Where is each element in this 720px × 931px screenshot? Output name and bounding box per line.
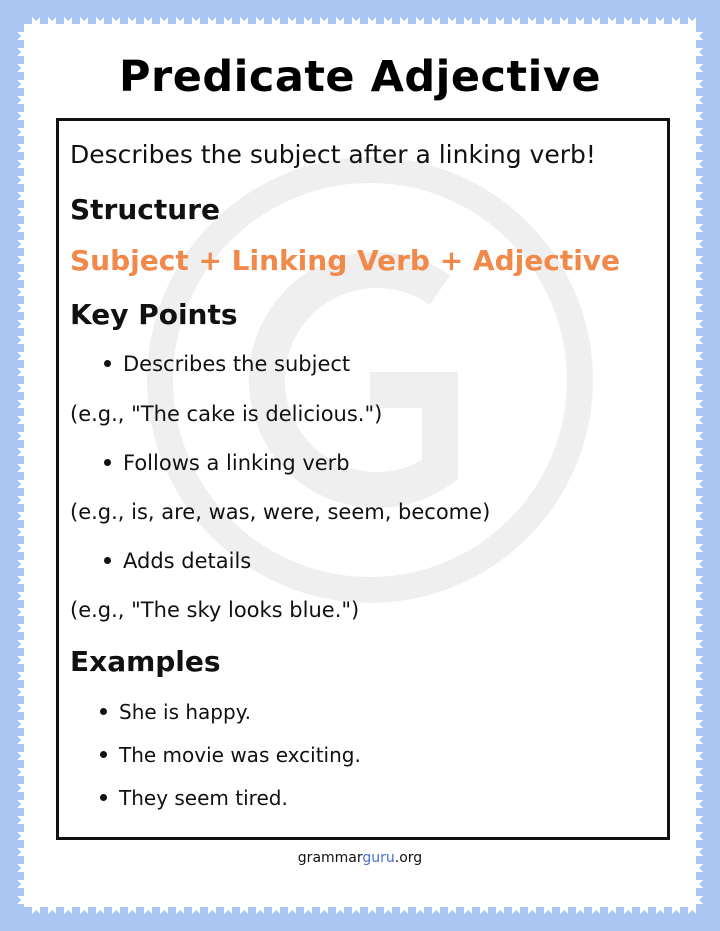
bullet-icon — [100, 794, 107, 801]
example-text: They seem tired. — [119, 786, 288, 810]
definition-text: Describes the subject after a linking verb! — [70, 140, 596, 169]
example-item — [100, 743, 361, 767]
footer-site-name — [0, 850, 720, 866]
example-item — [100, 700, 251, 724]
example-text: The movie was exciting. — [119, 743, 361, 767]
zigzag-border-bottom — [24, 906, 696, 914]
key-points-heading: Key Points — [70, 298, 238, 331]
key-point-text: Describes the subject — [123, 352, 351, 376]
footer-text-part1: grammar — [297, 850, 363, 866]
bullet-icon — [100, 751, 107, 758]
key-point-text: Adds details — [123, 549, 252, 573]
footer-text-accent: guru — [362, 850, 395, 866]
structure-heading: Structure — [70, 193, 221, 226]
key-point-example: (e.g., "The cake is delicious.") — [70, 402, 383, 426]
bullet-icon — [104, 557, 111, 564]
footer-text-part3: .org — [394, 850, 423, 866]
key-point-item — [104, 549, 251, 573]
page-title: Predicate Adjective — [118, 52, 602, 102]
bullet-icon — [100, 708, 107, 715]
bullet-icon — [104, 360, 111, 367]
key-point-example: (e.g., is, are, was, were, seem, become) — [70, 500, 491, 524]
example-item — [100, 786, 288, 810]
examples-heading: Examples — [70, 645, 221, 678]
key-point-example: (e.g., "The sky looks blue.") — [70, 598, 360, 622]
example-text: She is happy. — [119, 700, 252, 724]
key-point-item — [104, 352, 350, 376]
key-point-item — [104, 451, 350, 475]
content-box — [56, 118, 670, 840]
bullet-icon — [104, 459, 111, 466]
key-point-text: Follows a linking verb — [123, 451, 350, 475]
zigzag-border-right — [695, 24, 703, 907]
structure-formula: Subject + Linking Verb + Adjective — [70, 244, 621, 277]
